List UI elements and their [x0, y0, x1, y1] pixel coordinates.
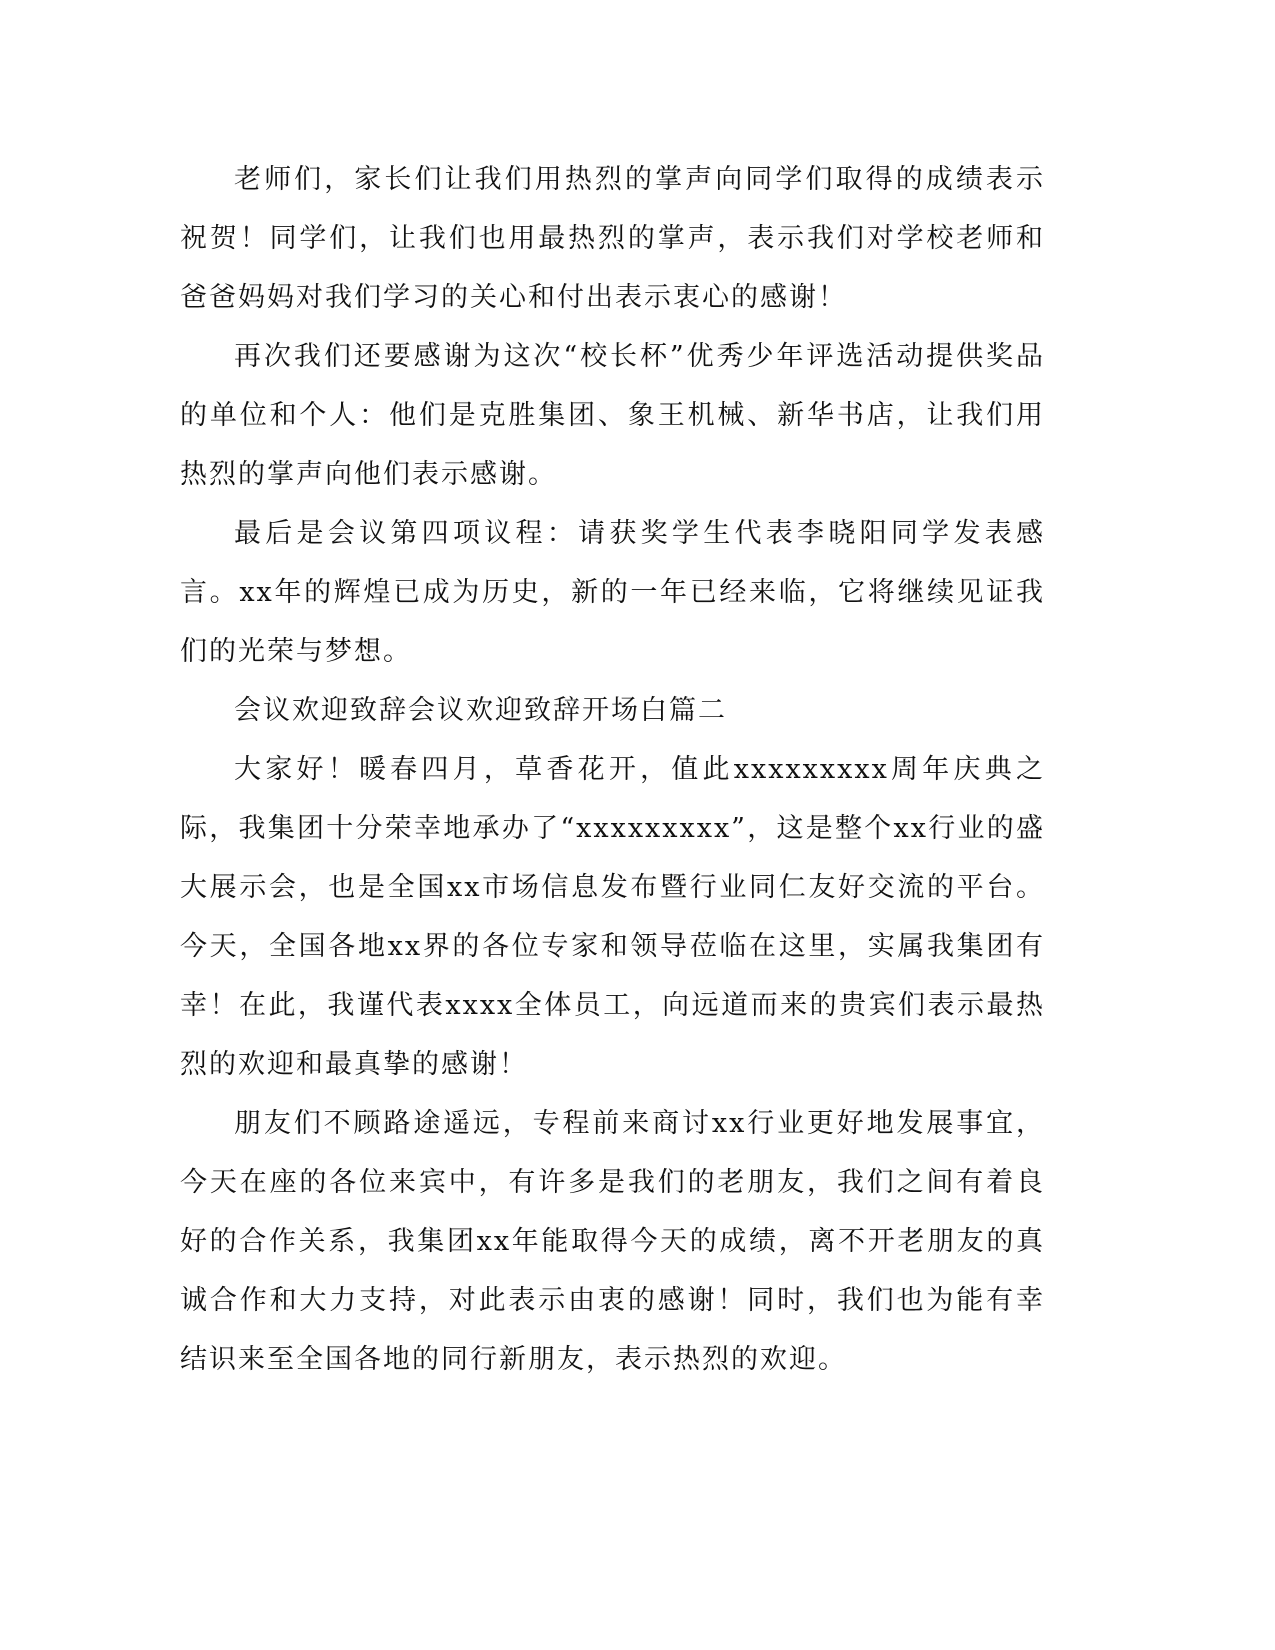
- document-body: [180, 150, 1045, 1389]
- section-heading: 会议欢迎致辞会议欢迎致辞开场白篇二: [234, 695, 727, 726]
- paragraph-final-agenda: 最后是会议第四项议程：请获奖学生代表李晓阳同学发表感言。xx年的辉煌已成为历史，新的一年已经来临，它将继续见证我们的光荣与梦想。: [180, 518, 1045, 667]
- paragraph-friends-thanks: 朋友们不顾路途遥远，专程前来商讨xx行业更好地发展事宜，今天在座的各位来宾中，有许多是我们的老朋友，我们之间有着良好的合作关系，我集团xx年能取得今天的成绩，离不开老朋友的真诚合作和大力支持，对此表示由衷的感谢！同时，我们也为能有幸结识来至全国各地的同行新朋友，表示热烈的欢迎。: [180, 1108, 1045, 1375]
- paragraph-congratulations: 老师们，家长们让我们用热烈的掌声向同学们取得的成绩表示祝贺！同学们，让我们也用最热烈的掌声，表示我们对学校老师和爸爸妈妈对我们学习的关心和付出表示衷心的感谢！: [180, 164, 1045, 313]
- paragraph-welcome-greeting: 大家好！暖春四月，草香花开，值此xxxxxxxxx周年庆典之际，我集团十分荣幸地承办了“xxxxxxxxx”，这是整个xx行业的盛大展示会，也是全国xx市场信息发布暨行业同仁友好交流的平台。今天，全国各地xx界的各位专家和领导莅临在这里，实属我集团有幸！在此，我谨代表xxxx全体员工，向远道而来的贵宾们表示最热烈的欢迎和最真挚的感谢！: [180, 754, 1045, 1080]
- paragraph-sponsors-thanks: 再次我们还要感谢为这次“校长杯”优秀少年评选活动提供奖品的单位和个人：他们是克胜集团、象王机械、新华书店，让我们用热烈的掌声向他们表示感谢。: [180, 341, 1045, 490]
